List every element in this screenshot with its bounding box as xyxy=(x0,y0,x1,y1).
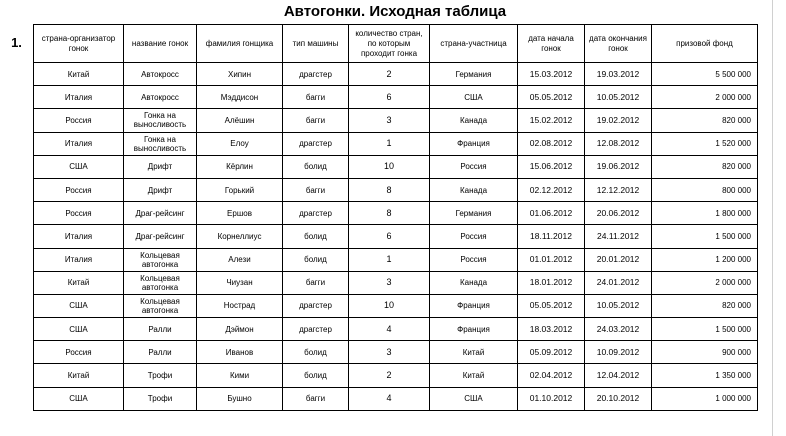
car-type-cell[interactable]: болид xyxy=(283,225,349,248)
race-name-cell[interactable]: Кольцевая автогонка xyxy=(124,294,197,317)
prize-fund-cell[interactable]: 2 000 000 xyxy=(652,86,758,109)
column-header[interactable]: страна-организатор гонок xyxy=(34,25,124,63)
race-name-cell[interactable]: Трофи xyxy=(124,364,197,387)
participant-country-cell[interactable]: Франция xyxy=(430,318,518,341)
participant-country-cell[interactable]: Китай xyxy=(430,341,518,364)
organizer-country-cell[interactable]: Россия xyxy=(34,202,124,225)
race-name-cell[interactable]: Драг-рейсинг xyxy=(124,202,197,225)
end-date-cell[interactable]: 12.12.2012 xyxy=(585,178,652,201)
start-date-cell[interactable]: 01.01.2012 xyxy=(518,248,585,271)
end-date-cell[interactable]: 19.02.2012 xyxy=(585,109,652,132)
end-date-cell[interactable]: 20.01.2012 xyxy=(585,248,652,271)
organizer-country-cell[interactable]: Китай xyxy=(34,364,124,387)
race-name-cell[interactable]: Гонка на выносливость xyxy=(124,109,197,132)
prize-fund-cell[interactable]: 800 000 xyxy=(652,178,758,201)
table-row xyxy=(34,86,758,109)
sheet-title: Автогонки. Исходная таблица xyxy=(283,3,507,20)
table-row xyxy=(34,294,758,317)
participant-country-cell[interactable]: Россия xyxy=(430,248,518,271)
end-date-cell[interactable]: 24.03.2012 xyxy=(585,318,652,341)
participant-country-cell[interactable]: Китай xyxy=(430,364,518,387)
header-row xyxy=(34,25,758,63)
organizer-country-cell[interactable]: Россия xyxy=(34,341,124,364)
car-type-cell[interactable]: драгстер xyxy=(283,318,349,341)
organizer-country-cell[interactable]: Италия xyxy=(34,248,124,271)
driver-surname-cell[interactable]: Чиузан xyxy=(197,271,283,294)
column-header[interactable]: фамилия гонщика xyxy=(197,25,283,63)
start-date-cell[interactable]: 15.03.2012 xyxy=(518,63,585,86)
countries-count-cell[interactable]: 6 xyxy=(349,86,430,109)
organizer-country-cell[interactable]: Россия xyxy=(34,178,124,201)
table-row xyxy=(34,271,758,294)
end-date-cell[interactable]: 10.09.2012 xyxy=(585,341,652,364)
prize-fund-cell[interactable]: 1 000 000 xyxy=(652,387,758,410)
participant-country-cell[interactable]: Канада xyxy=(430,178,518,201)
countries-count-cell[interactable]: 3 xyxy=(349,271,430,294)
participant-country-cell[interactable]: США xyxy=(430,86,518,109)
prize-fund-cell[interactable]: 1 350 000 xyxy=(652,364,758,387)
participant-country-cell[interactable]: Канада xyxy=(430,271,518,294)
car-type-cell[interactable]: болид xyxy=(283,248,349,271)
table-row xyxy=(34,225,758,248)
row-number-cell[interactable]: 1. xyxy=(11,35,22,50)
driver-surname-cell[interactable]: Елоу xyxy=(197,132,283,155)
race-name-cell[interactable]: Дрифт xyxy=(124,155,197,178)
race-name-cell[interactable]: Автокросс xyxy=(124,63,197,86)
start-date-cell[interactable]: 05.05.2012 xyxy=(518,86,585,109)
race-name-cell[interactable]: Кольцевая автогонка xyxy=(124,271,197,294)
race-name-cell[interactable]: Автокросс xyxy=(124,86,197,109)
table-row xyxy=(34,132,758,155)
end-date-cell[interactable]: 10.05.2012 xyxy=(585,86,652,109)
car-type-cell[interactable]: багги xyxy=(283,178,349,201)
car-type-cell[interactable]: багги xyxy=(283,271,349,294)
column-header[interactable]: страна-участница xyxy=(430,25,518,63)
end-date-cell[interactable]: 19.06.2012 xyxy=(585,155,652,178)
prize-fund-cell[interactable]: 820 000 xyxy=(652,109,758,132)
column-header[interactable]: название гонок xyxy=(124,25,197,63)
countries-count-cell[interactable]: 4 xyxy=(349,387,430,410)
driver-surname-cell[interactable]: Алези xyxy=(197,248,283,271)
driver-surname-cell[interactable]: Корнеллиус xyxy=(197,225,283,248)
prize-fund-cell[interactable]: 1 200 000 xyxy=(652,248,758,271)
gridline xyxy=(772,0,773,436)
organizer-country-cell[interactable]: США xyxy=(34,318,124,341)
participant-country-cell[interactable]: Канада xyxy=(430,109,518,132)
race-name-cell[interactable]: Гонка на выносливость xyxy=(124,132,197,155)
driver-surname-cell[interactable]: Иванов xyxy=(197,341,283,364)
column-header[interactable]: призовой фонд xyxy=(652,25,758,63)
countries-count-cell[interactable]: 3 xyxy=(349,109,430,132)
end-date-cell[interactable]: 20.10.2012 xyxy=(585,387,652,410)
countries-count-cell[interactable]: 1 xyxy=(349,132,430,155)
prize-fund-cell[interactable]: 1 500 000 xyxy=(652,225,758,248)
race-name-cell[interactable]: Ралли xyxy=(124,318,197,341)
participant-country-cell[interactable]: Франция xyxy=(430,294,518,317)
race-name-cell[interactable]: Ралли xyxy=(124,341,197,364)
start-date-cell[interactable]: 18.03.2012 xyxy=(518,318,585,341)
countries-count-cell[interactable]: 1 xyxy=(349,248,430,271)
column-header[interactable]: дата окончания гонок xyxy=(585,25,652,63)
table-row xyxy=(34,364,758,387)
race-name-cell[interactable]: Дрифт xyxy=(124,178,197,201)
participant-country-cell[interactable]: Россия xyxy=(430,225,518,248)
car-type-cell[interactable]: драгстер xyxy=(283,294,349,317)
driver-surname-cell[interactable]: Кёрлин xyxy=(197,155,283,178)
countries-count-cell[interactable]: 10 xyxy=(349,294,430,317)
race-table xyxy=(33,24,758,411)
start-date-cell[interactable]: 18.01.2012 xyxy=(518,271,585,294)
participant-country-cell[interactable]: США xyxy=(430,387,518,410)
table-row xyxy=(34,341,758,364)
end-date-cell[interactable]: 12.08.2012 xyxy=(585,132,652,155)
table-row xyxy=(34,387,758,410)
column-header[interactable]: тип машины xyxy=(283,25,349,63)
race-name-cell[interactable]: Трофи xyxy=(124,387,197,410)
driver-surname-cell[interactable]: Бушно xyxy=(197,387,283,410)
organizer-country-cell[interactable]: Китай xyxy=(34,63,124,86)
organizer-country-cell[interactable]: Россия xyxy=(34,109,124,132)
race-name-cell[interactable]: Драг-рейсинг xyxy=(124,225,197,248)
start-date-cell[interactable]: 15.06.2012 xyxy=(518,155,585,178)
prize-fund-cell[interactable]: 820 000 xyxy=(652,294,758,317)
prize-fund-cell[interactable]: 1 800 000 xyxy=(652,202,758,225)
table-row xyxy=(34,109,758,132)
table-body xyxy=(34,63,758,411)
countries-count-cell[interactable]: 10 xyxy=(349,155,430,178)
prize-fund-cell[interactable]: 900 000 xyxy=(652,341,758,364)
car-type-cell[interactable]: болид xyxy=(283,155,349,178)
start-date-cell[interactable]: 02.08.2012 xyxy=(518,132,585,155)
participant-country-cell[interactable]: Россия xyxy=(430,155,518,178)
car-type-cell[interactable]: багги xyxy=(283,387,349,410)
car-type-cell[interactable]: драгстер xyxy=(283,202,349,225)
countries-count-cell[interactable]: 3 xyxy=(349,341,430,364)
car-type-cell[interactable]: драгстер xyxy=(283,132,349,155)
end-date-cell[interactable]: 24.11.2012 xyxy=(585,225,652,248)
countries-count-cell[interactable]: 2 xyxy=(349,63,430,86)
organizer-country-cell[interactable]: США xyxy=(34,294,124,317)
prize-fund-cell[interactable]: 5 500 000 xyxy=(652,63,758,86)
table-row xyxy=(34,202,758,225)
driver-surname-cell[interactable]: Дэймон xyxy=(197,318,283,341)
start-date-cell[interactable]: 01.06.2012 xyxy=(518,202,585,225)
driver-surname-cell[interactable]: Кими xyxy=(197,364,283,387)
countries-count-cell[interactable]: 4 xyxy=(349,318,430,341)
car-type-cell[interactable]: драгстер xyxy=(283,63,349,86)
organizer-country-cell[interactable]: Италия xyxy=(34,225,124,248)
organizer-country-cell[interactable]: США xyxy=(34,155,124,178)
countries-count-cell[interactable]: 8 xyxy=(349,202,430,225)
start-date-cell[interactable]: 01.10.2012 xyxy=(518,387,585,410)
participant-country-cell[interactable]: Франция xyxy=(430,132,518,155)
end-date-cell[interactable]: 20.06.2012 xyxy=(585,202,652,225)
end-date-cell[interactable]: 24.01.2012 xyxy=(585,271,652,294)
race-name-cell[interactable]: Кольцевая автогонка xyxy=(124,248,197,271)
organizer-country-cell[interactable]: США xyxy=(34,387,124,410)
prize-fund-cell[interactable]: 820 000 xyxy=(652,155,758,178)
start-date-cell[interactable]: 05.09.2012 xyxy=(518,341,585,364)
start-date-cell[interactable]: 05.05.2012 xyxy=(518,294,585,317)
prize-fund-cell[interactable]: 1 520 000 xyxy=(652,132,758,155)
organizer-country-cell[interactable]: Италия xyxy=(34,132,124,155)
column-header[interactable]: количество стран, по которым проходит гонка xyxy=(349,25,430,63)
end-date-cell[interactable]: 10.05.2012 xyxy=(585,294,652,317)
car-type-cell[interactable]: болид xyxy=(283,364,349,387)
driver-surname-cell[interactable]: Мэддисон xyxy=(197,86,283,109)
participant-country-cell[interactable]: Германия xyxy=(430,63,518,86)
column-header[interactable]: дата начала гонок xyxy=(518,25,585,63)
driver-surname-cell[interactable]: Хипин xyxy=(197,63,283,86)
end-date-cell[interactable]: 12.04.2012 xyxy=(585,364,652,387)
start-date-cell[interactable]: 02.12.2012 xyxy=(518,178,585,201)
start-date-cell[interactable]: 18.11.2012 xyxy=(518,225,585,248)
countries-count-cell[interactable]: 6 xyxy=(349,225,430,248)
participant-country-cell[interactable]: Германия xyxy=(430,202,518,225)
table-row xyxy=(34,155,758,178)
driver-surname-cell[interactable]: Алёшин xyxy=(197,109,283,132)
prize-fund-cell[interactable]: 1 500 000 xyxy=(652,318,758,341)
organizer-country-cell[interactable]: Италия xyxy=(34,86,124,109)
table-row xyxy=(34,248,758,271)
start-date-cell[interactable]: 15.02.2012 xyxy=(518,109,585,132)
prize-fund-cell[interactable]: 2 000 000 xyxy=(652,271,758,294)
car-type-cell[interactable]: багги xyxy=(283,86,349,109)
start-date-cell[interactable]: 02.04.2012 xyxy=(518,364,585,387)
driver-surname-cell[interactable]: Нострад xyxy=(197,294,283,317)
car-type-cell[interactable]: багги xyxy=(283,109,349,132)
table-row xyxy=(34,178,758,201)
table-row xyxy=(34,63,758,86)
end-date-cell[interactable]: 19.03.2012 xyxy=(585,63,652,86)
driver-surname-cell[interactable]: Ершов xyxy=(197,202,283,225)
countries-count-cell[interactable]: 8 xyxy=(349,178,430,201)
table-row xyxy=(34,318,758,341)
countries-count-cell[interactable]: 2 xyxy=(349,364,430,387)
organizer-country-cell[interactable]: Китай xyxy=(34,271,124,294)
car-type-cell[interactable]: болид xyxy=(283,341,349,364)
driver-surname-cell[interactable]: Горький xyxy=(197,178,283,201)
